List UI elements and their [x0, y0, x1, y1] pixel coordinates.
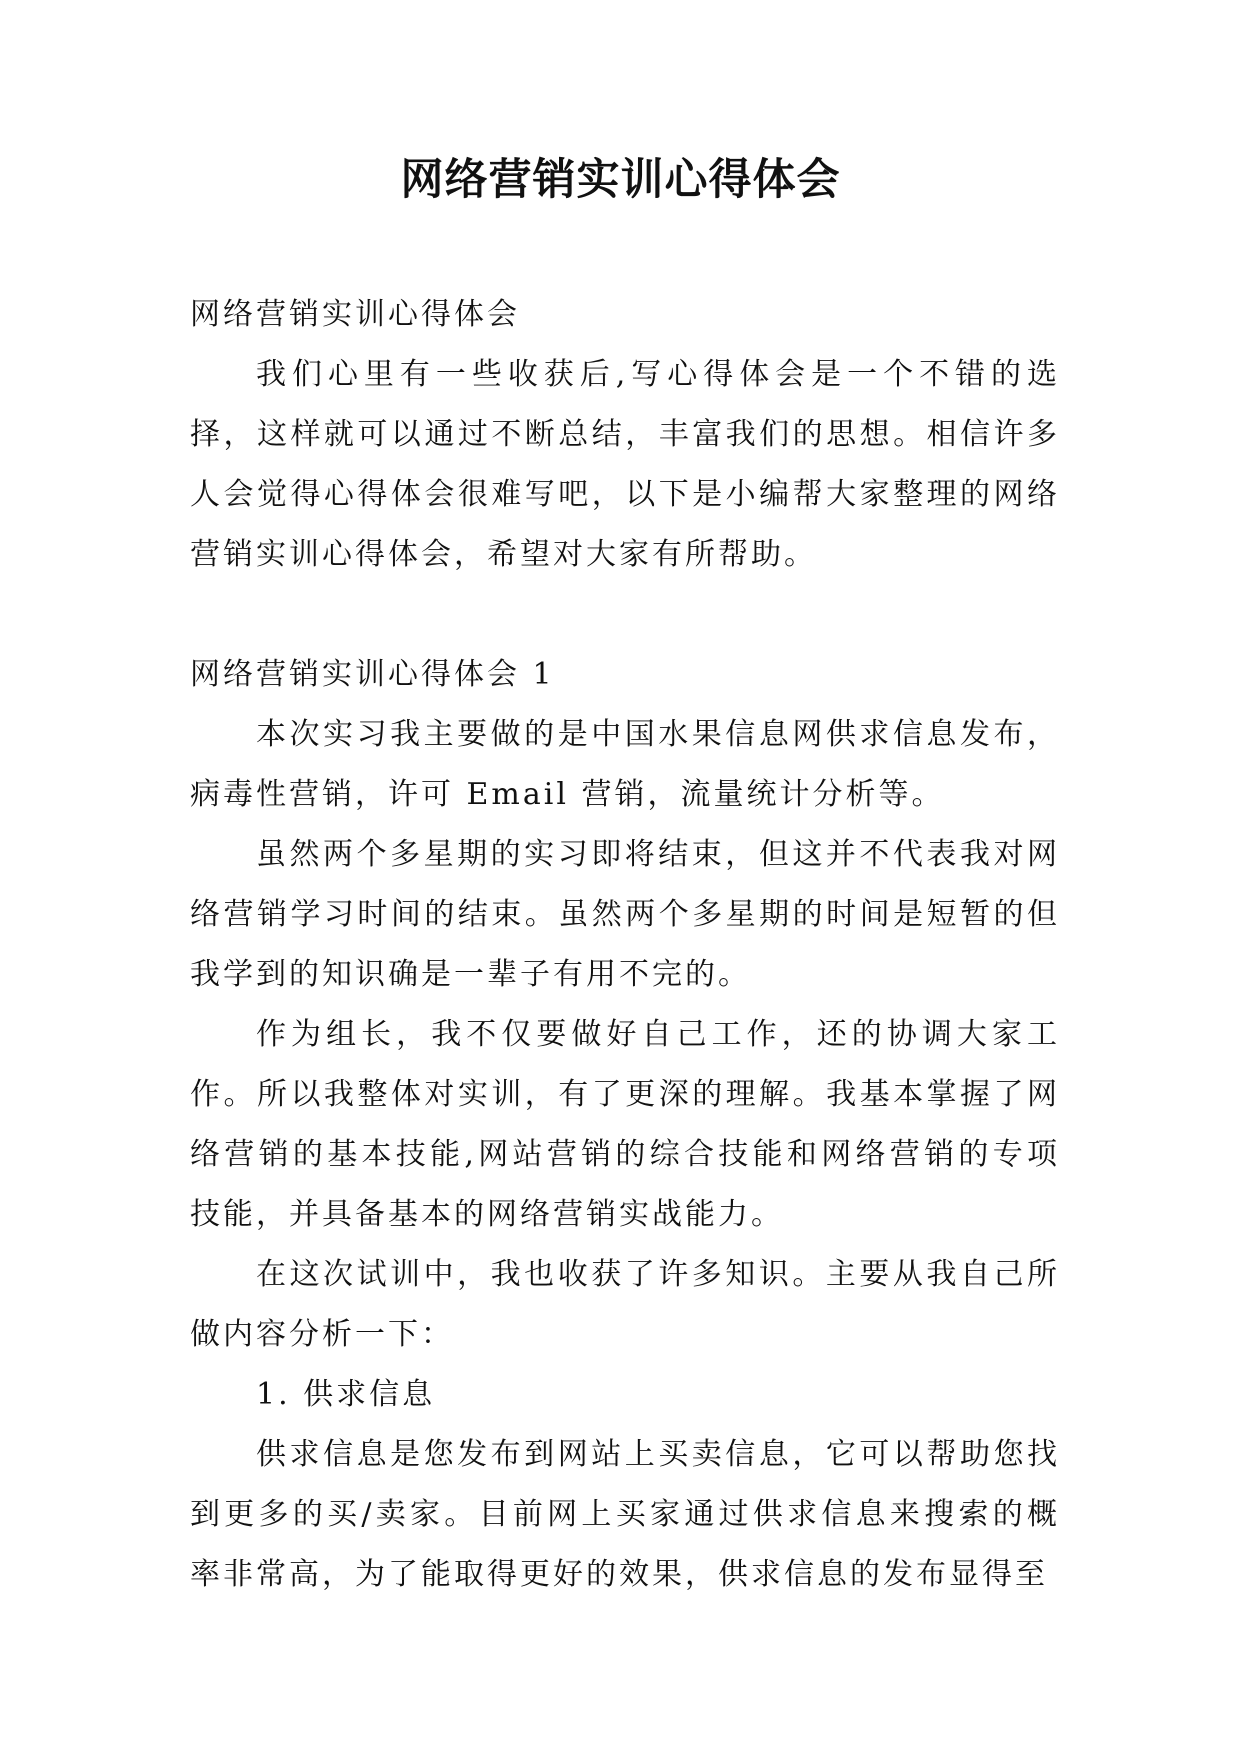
document-body	[190, 285, 1060, 1605]
section-heading-1: 网络营销实训心得体会 1	[190, 657, 555, 692]
body-paragraph: 供求信息是您发布到网站上买卖信息，它可以帮助您找到更多的买/卖家。目前网上买家通过供求信息来搜索的概率非常高，为了能取得更好的效果，供求信息的发布显得至	[190, 1437, 1060, 1592]
document-title: 网络营销实训心得体会	[400, 155, 841, 205]
intro-paragraph: 我们心里有一些收获后,写心得体会是一个不错的选择，这样就可以通过不断总结，丰富我们的思想。相信许多人会觉得心得体会很难写吧，以下是小编帮大家整理的网络营销实训心得体会，希望对大家有所帮助。	[190, 357, 1060, 572]
section-heading: 网络营销实训心得体会	[190, 297, 520, 332]
list-item-heading: 1. 供求信息	[256, 1377, 436, 1412]
body-paragraph: 在这次试训中，我也收获了许多知识。主要从我自己所做内容分析一下：	[190, 1257, 1060, 1352]
body-paragraph: 作为组长，我不仅要做好自己工作，还的协调大家工作。所以我整体对实训，有了更深的理解。我基本掌握了网络营销的基本技能,网站营销的综合技能和网络营销的专项技能，并具备基本的网络营销实战能力。	[190, 1017, 1060, 1232]
body-paragraph: 本次实习我主要做的是中国水果信息网供求信息发布，病毒性营销，许可 Email 营销，流量统计分析等。	[190, 717, 1060, 812]
body-paragraph: 虽然两个多星期的实习即将结束，但这并不代表我对网络营销学习时间的结束。虽然两个多星期的时间是短暂的但我学到的知识确是一辈子有用不完的。	[190, 837, 1060, 992]
